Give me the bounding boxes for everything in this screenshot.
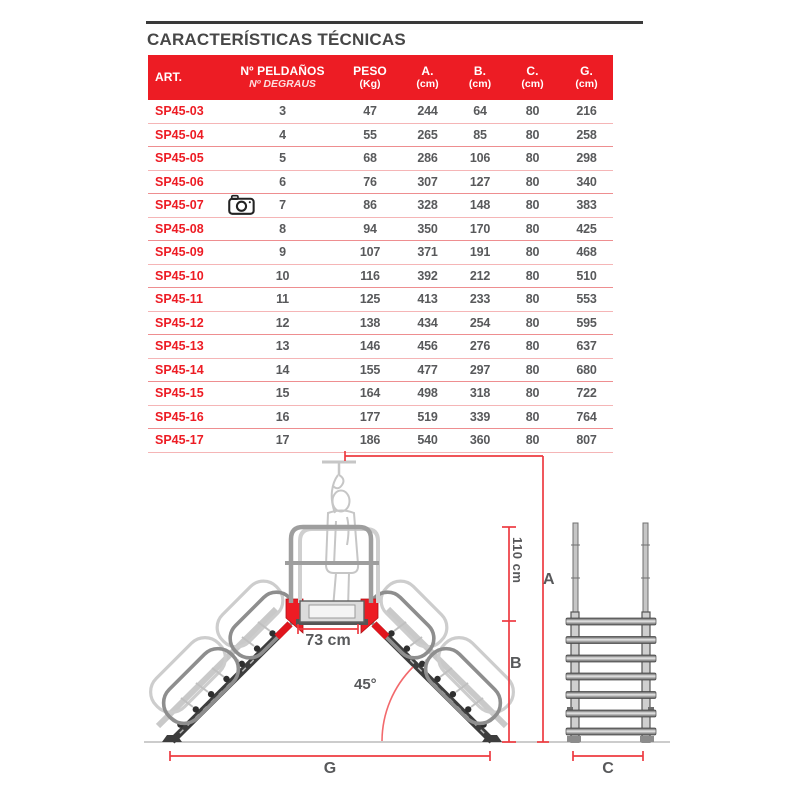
dim-a-cell: 307 (417, 174, 438, 189)
weight-cell: 164 (359, 386, 381, 401)
steps-cell: 17 (275, 433, 290, 448)
weight-cell: 68 (363, 151, 377, 166)
column-header-a: A. (cm) (416, 64, 439, 91)
weight-cell: 138 (359, 315, 381, 330)
steps-cell: 12 (275, 315, 290, 330)
weight-cell: 116 (360, 268, 380, 283)
dim-c-cell: 80 (525, 268, 540, 283)
column-header-c: C. (cm) (521, 64, 544, 91)
dim-a-cell: 456 (417, 339, 438, 354)
weight-cell: 76 (363, 174, 377, 189)
table-row (148, 265, 613, 289)
weight-cell: 186 (359, 433, 381, 448)
article-cell: SP45-09 (155, 245, 204, 260)
table-row (148, 100, 613, 124)
article-cell: SP45-14 (155, 362, 204, 377)
dim-b-cell: 339 (469, 409, 491, 424)
title-rule (146, 21, 643, 24)
article-cell: SP45-03 (155, 104, 204, 119)
steps-cell: 13 (275, 339, 290, 354)
table-row (148, 406, 613, 430)
guard-rail-back (300, 529, 378, 603)
article-cell: SP45-15 (155, 386, 204, 401)
dim-a-cell: 265 (417, 127, 438, 142)
dim-b-cell: 254 (469, 315, 491, 330)
table-header (148, 55, 613, 100)
dim-b-cell: 127 (469, 174, 491, 189)
dim-a-label: A (543, 571, 555, 588)
steps-cell: 5 (279, 151, 286, 166)
page-title: CARACTERÍSTICAS TÉCNICAS (147, 30, 406, 49)
crossover-ladder-drawing (140, 445, 680, 795)
article-cell: SP45-11 (155, 292, 203, 307)
table-row (148, 288, 613, 312)
dim-g-cell: 553 (576, 292, 597, 307)
weight-cell: 177 (359, 409, 381, 424)
platform (296, 601, 368, 625)
steps-cell: 3 (279, 104, 286, 119)
steps-cell: 9 (279, 245, 286, 260)
dim-c-cell: 80 (525, 386, 540, 401)
dim-b-cell: 297 (469, 362, 491, 377)
steps-cell: 16 (275, 409, 290, 424)
dim-a-cell: 328 (417, 198, 438, 213)
dim-c-cell: 80 (525, 245, 540, 260)
weight-cell: 125 (359, 292, 381, 307)
dim-a-cell: 371 (417, 245, 438, 260)
dim-c-cell: 80 (525, 221, 540, 236)
column-header-g: G. (cm) (575, 64, 598, 91)
weight-cell: 155 (359, 362, 381, 377)
table-row (148, 312, 613, 336)
steps-cell: 4 (279, 127, 286, 142)
table-row (148, 241, 613, 265)
dim-g-cell: 510 (576, 268, 597, 283)
steps-cell: 7 (279, 198, 286, 213)
steps-cell: 14 (275, 362, 290, 377)
table-row (148, 382, 613, 406)
dim-a-cell: 350 (417, 221, 438, 236)
dim-b-cell: 170 (469, 221, 491, 236)
dim-a-cell: 286 (417, 151, 438, 166)
article-cell: SP45-06 (155, 174, 204, 189)
platform-width-label: 73 cm (305, 632, 351, 649)
steps-cell: 10 (275, 268, 290, 283)
dim-c-cell: 80 (525, 104, 540, 119)
dim-c-cell: 80 (525, 362, 540, 377)
dim-b-cell: 106 (469, 151, 491, 166)
dim-b-cell: 85 (473, 127, 487, 142)
article-cell: SP45-12 (155, 315, 204, 330)
table-row (148, 194, 613, 218)
dim-a-cell: 244 (417, 104, 438, 119)
dim-a-cell: 434 (417, 315, 438, 330)
dim-b-cell: 212 (469, 268, 491, 283)
camera-icon[interactable] (228, 195, 255, 216)
column-header-art: ART. (155, 70, 183, 85)
dim-g-cell: 637 (576, 339, 597, 354)
weight-cell: 107 (359, 245, 381, 260)
dim-b-cell: 191 (469, 245, 491, 260)
dim-g-cell: 807 (576, 433, 597, 448)
dim-g-cell: 680 (576, 362, 597, 377)
dim-a-cell: 540 (417, 433, 438, 448)
dim-a-cell: 477 (417, 362, 438, 377)
dim-b-cell: 64 (473, 104, 487, 119)
dim-g-cell: 383 (576, 198, 597, 213)
article-cell: SP45-10 (155, 268, 204, 283)
left-stair (143, 574, 304, 742)
spec-table (148, 55, 613, 453)
table-row (148, 218, 613, 242)
dim-g-cell: 258 (576, 127, 597, 142)
dim-b-cell: 276 (469, 339, 491, 354)
dim-g-cell: 764 (576, 409, 597, 424)
dim-a-cell: 498 (417, 386, 438, 401)
dim-g-cell: 595 (576, 315, 597, 330)
steps-cell: 11 (276, 292, 289, 307)
article-cell: SP45-16 (155, 409, 204, 424)
table-body (148, 100, 613, 453)
dim-c-cell: 80 (525, 174, 540, 189)
dim-g-cell: 216 (576, 104, 597, 119)
dim-c-cell: 80 (525, 198, 540, 213)
article-cell: SP45-05 (155, 151, 204, 166)
dim-b-label: B (510, 655, 522, 672)
steps-cell: 15 (275, 386, 290, 401)
steps-cell: 8 (279, 221, 286, 236)
height-dimension-label: 110 cm (510, 537, 525, 584)
column-header-weight: PESO (Kg) (353, 64, 387, 91)
dim-g-cell: 298 (576, 151, 597, 166)
dim-c-label: C (602, 760, 614, 777)
dim-a-cell: 413 (417, 292, 438, 307)
angle-arc (382, 667, 413, 741)
column-header-steps: Nº PELDAÑOS Nº DEGRAUS (240, 64, 325, 91)
dim-c-cell: 80 (525, 433, 540, 448)
weight-cell: 94 (363, 221, 377, 236)
table-row (148, 359, 613, 383)
technical-diagram (140, 445, 680, 795)
weight-cell: 146 (359, 339, 381, 354)
dim-c-cell: 80 (525, 151, 540, 166)
dim-g-cell: 468 (576, 245, 597, 260)
weight-cell: 47 (363, 104, 377, 119)
dim-c-cell: 80 (525, 292, 540, 307)
dim-g-label: G (323, 760, 337, 777)
steps-cell: 6 (279, 174, 286, 189)
dim-b-cell: 148 (469, 198, 491, 213)
dim-g-cell: 340 (576, 174, 597, 189)
table-row (148, 147, 613, 171)
weight-cell: 55 (363, 127, 377, 142)
person-figure (322, 462, 358, 608)
table-row (148, 124, 613, 148)
dim-c-cell: 80 (525, 409, 540, 424)
article-cell: SP45-04 (155, 127, 204, 142)
weight-cell: 86 (363, 198, 377, 213)
column-header-b: B. (cm) (468, 64, 492, 91)
dim-c-cell: 80 (525, 127, 540, 142)
angle-label: 45° (354, 676, 377, 693)
dim-g-cell: 425 (576, 221, 597, 236)
dim-c-cell: 80 (525, 339, 540, 354)
dim-b-cell: 318 (469, 386, 491, 401)
dim-a-cell: 392 (417, 268, 438, 283)
dim-g-cell: 722 (576, 386, 597, 401)
dim-b-cell: 360 (469, 433, 491, 448)
dim-b-cell: 233 (469, 292, 491, 307)
article-cell: SP45-13 (155, 339, 204, 354)
article-cell: SP45-17 (155, 433, 204, 448)
table-row (148, 335, 613, 359)
article-cell: SP45-08 (155, 221, 204, 236)
dim-a-cell: 519 (417, 409, 438, 424)
table-row (148, 171, 613, 195)
ladder-front-view (566, 523, 656, 742)
dim-c-cell: 80 (525, 315, 540, 330)
article-cell: SP45-07 (148, 198, 225, 212)
